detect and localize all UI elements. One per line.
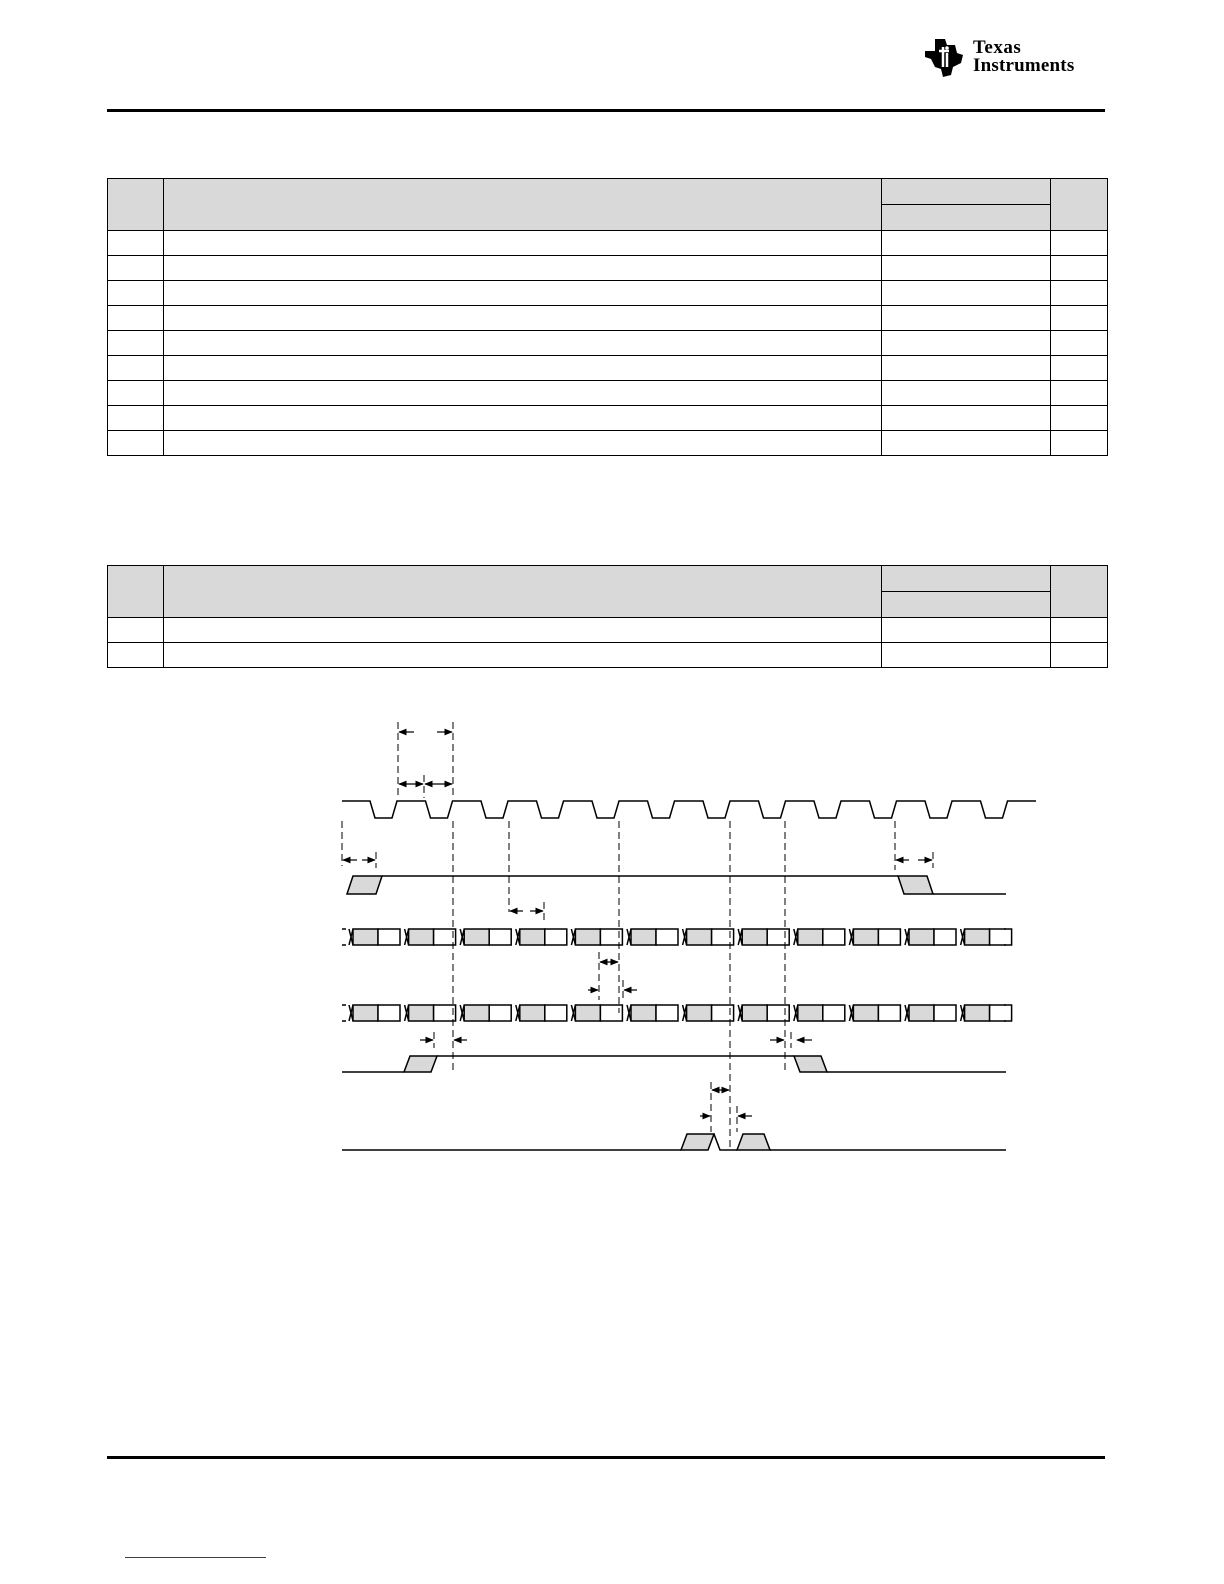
footer-link-underline: [125, 1557, 266, 1558]
data-bus-2-clear-bit: [990, 1005, 1012, 1021]
data-bus-1-shaded-bit: [798, 929, 823, 945]
data-bus-2-shaded-bit: [575, 1005, 600, 1021]
data-bus-2-shaded-bit: [464, 1005, 489, 1021]
data-bus-2-shaded-bit: [631, 1005, 656, 1021]
signal-c-pulse-rise: [681, 1134, 714, 1150]
signal-b-fall-transition: [794, 1056, 827, 1072]
data-bus-2-shaded-bit: [909, 1005, 934, 1021]
signal-b-rise-transition: [404, 1056, 437, 1072]
data-bus-2-shaded-bit: [409, 1005, 434, 1021]
data-bus-2-shaded-bit: [520, 1005, 545, 1021]
signal-c-pulse-gap: [714, 1134, 737, 1150]
data-bus-2-shaded-bit: [353, 1005, 378, 1021]
signal-a-fall-transition: [898, 876, 933, 894]
signal-a-rise-transition: [347, 876, 382, 894]
data-bus-1-shaded-bit: [464, 929, 489, 945]
data-bus-1-shaded-bit: [520, 929, 545, 945]
clock-waveform: [342, 801, 1036, 818]
data-bus-2-shaded-bit: [798, 1005, 823, 1021]
data-bus-1-clear-bit: [378, 929, 400, 945]
data-bus-2-clear-bit: [656, 1005, 678, 1021]
data-bus-1-clear-bit: [878, 929, 900, 945]
data-bus-2-clear-bit: [934, 1005, 956, 1021]
data-bus-1-shaded-bit: [687, 929, 712, 945]
data-bus-1-clear-bit: [823, 929, 845, 945]
data-bus-1-clear-bit: [656, 929, 678, 945]
data-bus-1-clear-bit: [767, 929, 789, 945]
data-bus-2-clear-bit: [489, 1005, 511, 1021]
data-bus-1-shaded-bit: [853, 929, 878, 945]
data-bus-1-shaded-bit: [353, 929, 378, 945]
data-bus-1-shaded-bit: [575, 929, 600, 945]
data-bus-2-clear-bit: [434, 1005, 456, 1021]
data-bus-2-clear-bit: [878, 1005, 900, 1021]
footer-rule: [107, 1456, 1105, 1459]
data-bus-2-shaded-bit: [853, 1005, 878, 1021]
data-bus-1-clear-bit: [990, 929, 1012, 945]
logo-line-1: Texas: [973, 37, 1022, 58]
data-bus-2-clear-bit: [378, 1005, 400, 1021]
data-bus-1-clear-bit: [489, 929, 511, 945]
data-bus-1-clear-bit: [934, 929, 956, 945]
data-bus-2-shaded-bit: [687, 1005, 712, 1021]
data-bus-2-clear-bit: [823, 1005, 845, 1021]
data-bus-2-shaded-bit: [742, 1005, 767, 1021]
data-bus-2-clear-bit: [767, 1005, 789, 1021]
data-bus-1-clear-bit: [545, 929, 567, 945]
data-bus-1-shaded-bit: [742, 929, 767, 945]
data-bus-1-clear-bit: [434, 929, 456, 945]
signal-c-pulse-fall: [737, 1134, 770, 1150]
logo-line-2: Instruments: [973, 55, 1075, 76]
data-bus-1-shaded-bit: [631, 929, 656, 945]
data-bus-1-shaded-bit: [909, 929, 934, 945]
data-bus-2-clear-bit: [545, 1005, 567, 1021]
data-bus-1-shaded-bit: [965, 929, 990, 945]
data-bus-1-shaded-bit: [409, 929, 434, 945]
data-bus-2-shaded-bit: [965, 1005, 990, 1021]
